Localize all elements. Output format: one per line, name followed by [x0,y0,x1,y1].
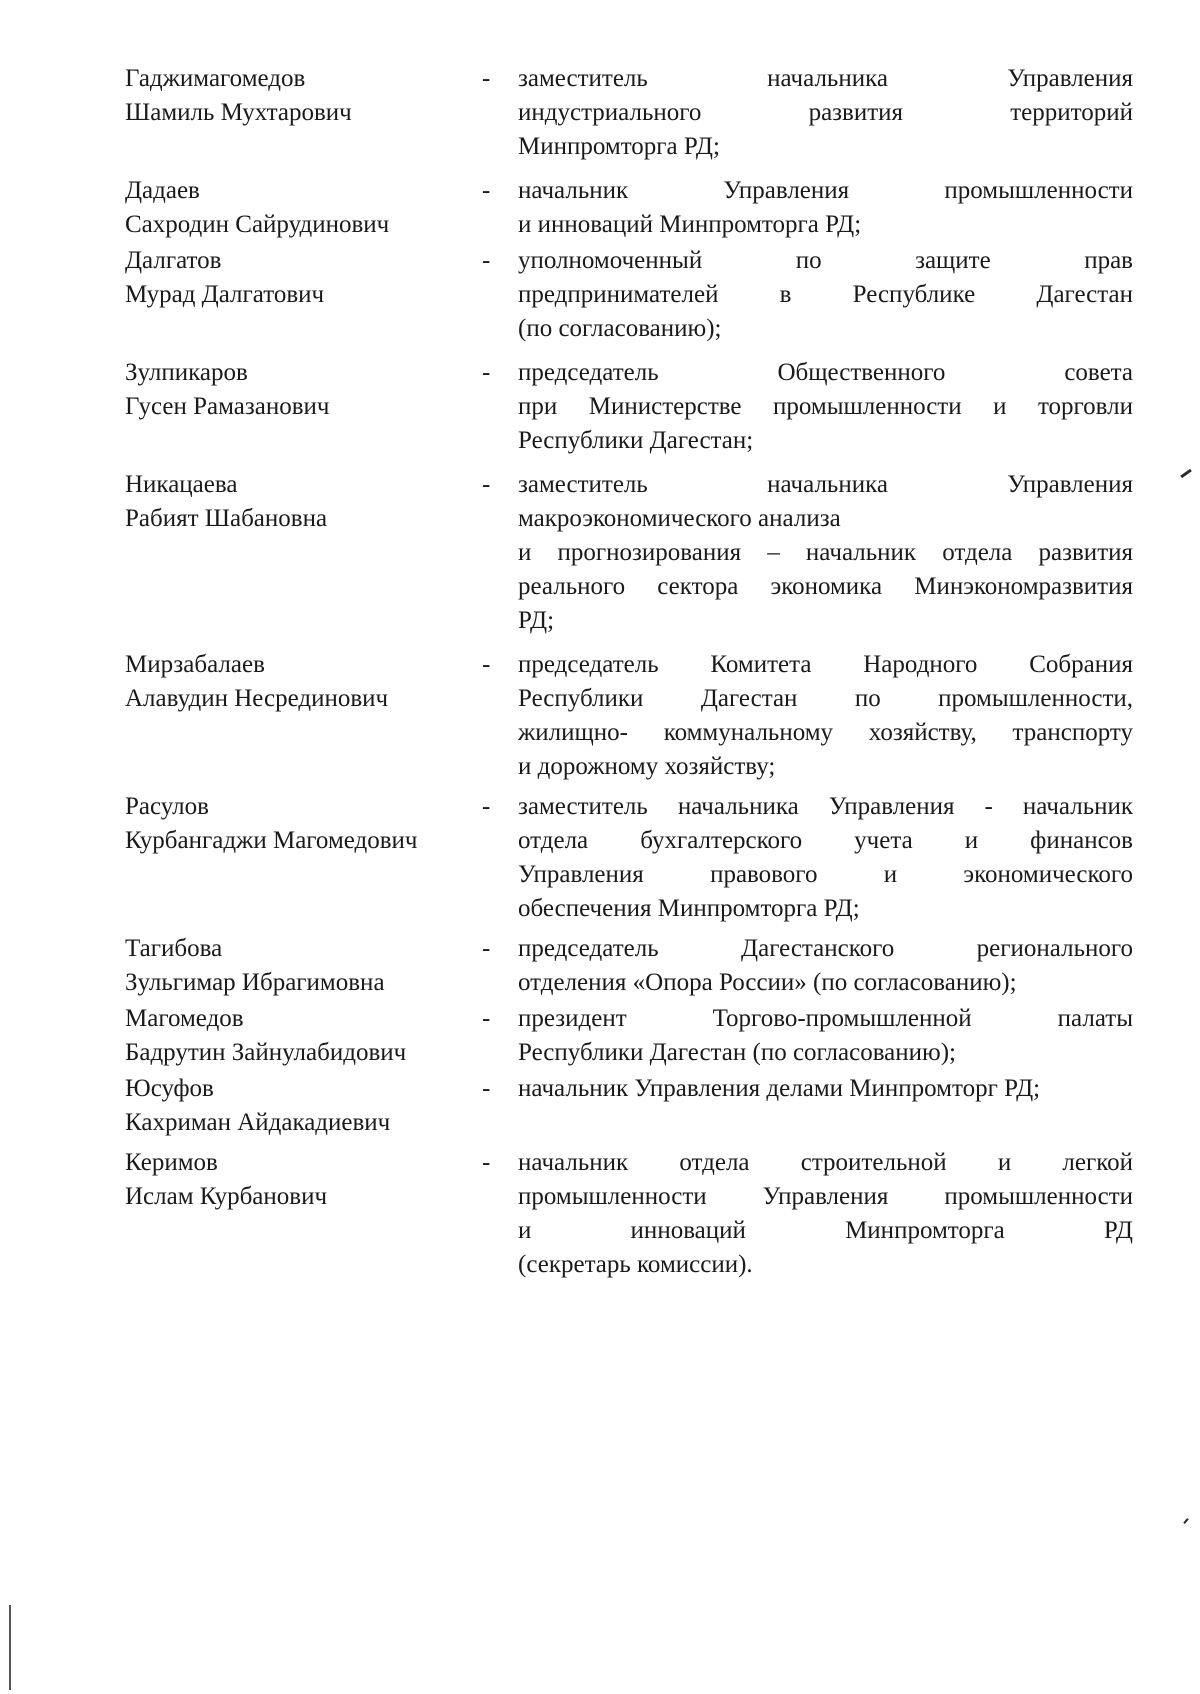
member-position [518,468,1133,638]
member-surname: Зулпикаров [125,359,248,386]
position-line: индустриального развития территорий [518,99,1133,126]
member-given-names: Кахриман Айдакадиевич [125,1109,391,1136]
member-surname: Керимов [125,1149,218,1176]
member-name [125,356,482,424]
position-line: начальник отдела строительной и легкой [518,1149,1133,1176]
member-name [125,468,482,536]
member-entry [125,1072,1135,1140]
dash-separator: - [482,359,491,386]
member-given-names: Рабият Шабановна [125,505,328,532]
member-name [125,62,482,130]
position-line: и дорожному хозяйству; [518,753,776,780]
member-name [125,932,482,1000]
member-position [518,356,1133,458]
position-line: отдела бухгалтерского учета и финансов [518,827,1133,854]
position-line: (по согласованию); [518,315,722,342]
position-line: начальник Управления делами Минпромторг РД; [518,1075,1041,1102]
member-given-names: Гусен Рамазанович [125,393,330,420]
member-name [125,648,482,716]
member-surname: Никацаева [125,471,238,498]
scan-mark [1183,1518,1188,1524]
member-position [518,62,1133,164]
position-line: председатель Дагестанского регионального [518,935,1133,962]
dash-separator: - [482,935,491,962]
position-line: отделения «Опора России» (по согласованию); [518,969,1017,996]
commission-members-list [125,62,1135,1282]
dash-separator: - [482,1005,491,1032]
dash-separator: - [482,247,491,274]
member-surname: Магомедов [125,1005,244,1032]
dash-separator: - [482,471,491,498]
position-line: макроэкономического анализа [518,505,841,532]
position-line: заместитель начальника Управления [518,471,1133,498]
member-position [518,174,1133,242]
position-line: Республики Дагестан по промышленности, [518,685,1133,712]
position-line: уполномоченный по защите прав [518,247,1133,274]
member-given-names: Зульгимар Ибрагимовна [125,969,385,996]
member-surname: Далгатов [125,247,222,274]
dash-separator: - [482,65,491,92]
member-given-names: Шамиль Мухтарович [125,99,352,126]
member-name [125,1002,482,1070]
scan-mark [1180,469,1192,478]
position-line: Республики Дагестан (по согласованию); [518,1039,956,1066]
member-surname: Дадаев [125,177,200,204]
position-line: президент Торгово-промышленной палаты [518,1005,1133,1032]
member-surname: Юсуфов [125,1075,214,1102]
position-line: и инноваций Минпромторга РД [518,1217,1133,1244]
member-name [125,1146,482,1214]
member-entry [125,62,1135,164]
dash-separator: - [482,177,491,204]
member-position [518,790,1133,926]
member-entry [125,932,1135,1000]
position-line: председатель Общественного совета [518,359,1133,386]
member-position [518,1072,1133,1106]
member-given-names: Курбангаджи Магомедович [125,827,418,854]
dash-separator: - [482,651,491,678]
member-entry [125,1002,1135,1070]
member-position [518,244,1133,346]
dash-separator: - [482,793,491,820]
member-surname: Гаджимагомедов [125,65,306,92]
member-entry [125,174,1135,242]
scan-edge-line [9,1605,11,1690]
position-line: Управления правового и экономического [518,861,1133,888]
position-line: председатель Комитета Народного Собрания [518,651,1133,678]
dash-separator: - [482,1075,491,1102]
member-surname: Тагибова [125,935,223,962]
position-line: Республики Дагестан; [518,427,754,454]
member-name [125,1072,482,1140]
member-given-names: Бадрутин Зайнулабидович [125,1039,407,1066]
member-surname: Расулов [125,793,209,820]
member-given-names: Мурад Далгатович [125,281,325,308]
member-position [518,932,1133,1000]
position-line: начальник Управления промышленности [518,177,1133,204]
member-surname: Мирзабалаев [125,651,265,678]
position-line: предпринимателей в Республике Дагестан [518,281,1133,308]
position-line: (секретарь комиссии). [518,1251,753,1278]
member-given-names: Ислам Курбанович [125,1183,328,1210]
member-entry [125,244,1135,346]
position-line: заместитель начальника Управления [518,65,1133,92]
position-line: и инноваций Минпромторга РД; [518,211,862,238]
position-line: обеспечения Минпромторга РД; [518,895,860,922]
member-entry [125,790,1135,926]
member-name [125,790,482,858]
position-line: заместитель начальника Управления - начальник [518,793,1133,820]
position-line: и прогнозирования – начальник отдела развития [518,539,1133,566]
member-entry [125,356,1135,458]
member-given-names: Сахродин Сайрудинович [125,211,390,238]
position-line: РД; [518,607,555,634]
member-entry [125,1146,1135,1282]
member-entry [125,648,1135,784]
dash-separator: - [482,1149,491,1176]
member-position [518,1002,1133,1070]
member-position [518,1146,1133,1282]
member-position [518,648,1133,784]
position-line: при Министерстве промышленности и торговли [518,393,1133,420]
position-line: жилищно- коммунальному хозяйству, транспорту [518,719,1133,746]
position-line: Минпромторга РД; [518,133,720,160]
member-name [125,174,482,242]
member-given-names: Алавудин Несрединович [125,685,389,712]
member-name [125,244,482,312]
member-entry [125,468,1135,638]
position-line: промышленности Управления промышленности [518,1183,1133,1210]
position-line: реального сектора экономика Минэкономразвития [518,573,1133,600]
